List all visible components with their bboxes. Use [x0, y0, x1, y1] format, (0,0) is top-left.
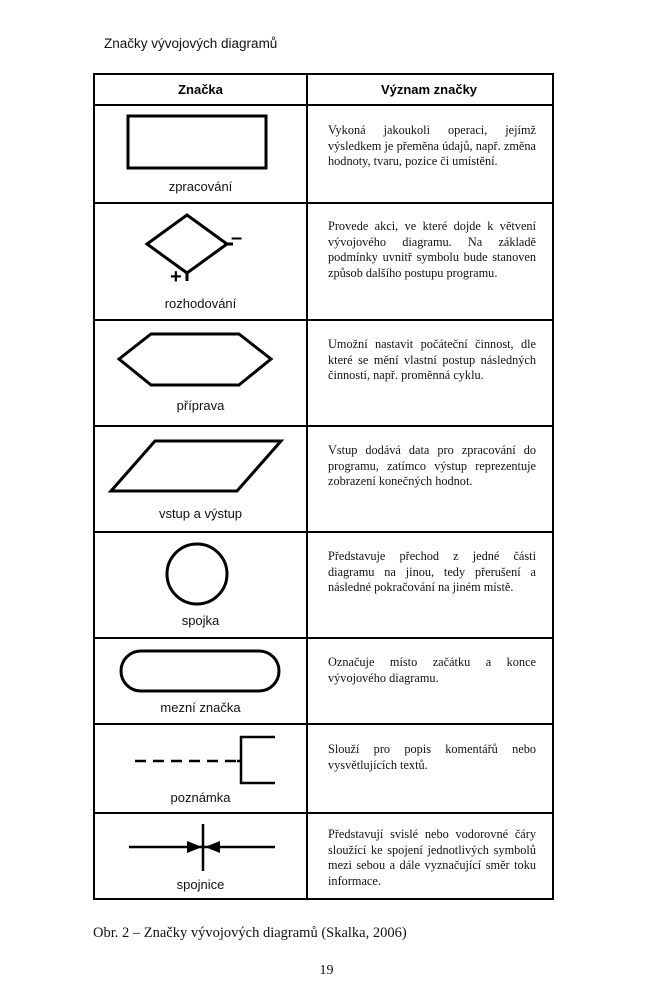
symbol-label: rozhodování — [164, 296, 237, 311]
flowline-symbol — [95, 821, 306, 873]
row-separator — [95, 425, 552, 427]
plus-sign: + — [170, 266, 182, 288]
symbol-label: příprava — [176, 398, 225, 413]
page-number: 19 — [319, 963, 334, 978]
symbol-meaning: Slouží pro popis komentářů nebo vysvětlujících textů. — [328, 742, 536, 772]
row-separator — [95, 723, 552, 725]
header-symbol: Značka — [178, 82, 223, 97]
preparation-symbol — [95, 331, 306, 391]
page-heading: Značky vývojových diagramů — [104, 36, 278, 51]
symbol-meaning: Představují svislé nebo vodorovné čáry sloužící ke spojení jednotlivých symbolů mezi sebou a dále vyznačující směr toku informace. — [328, 827, 536, 888]
process-symbol — [95, 113, 306, 173]
row-separator — [95, 202, 552, 204]
minus-sign: – — [231, 227, 243, 249]
symbol-meaning: Představuje přechod z jedné části diagramu na jinou, tedy přerušení a následné pokračování na jiném místě. — [328, 549, 536, 594]
terminator-symbol — [95, 648, 306, 698]
row-separator — [95, 319, 552, 321]
symbol-label: mezní značka — [160, 700, 241, 715]
row-separator — [95, 812, 552, 814]
row-separator — [95, 637, 552, 639]
symbol-meaning: Vykoná jakoukoli operaci, jejímž výsledkem je přeměna údajů, např. změna hodnoty, tvaru, pozice či umístění. — [328, 123, 536, 168]
symbol-label: poznámka — [170, 790, 231, 805]
symbol-label: vstup a výstup — [158, 506, 243, 521]
symbol-meaning: Vstup dodává data pro zpracování do programu, zatímco výstup reprezentuje zobrazení konečných hodnot. — [328, 443, 536, 488]
symbol-meaning: Provede akci, ve které dojde k větvení vývojového diagramu. Na základě podmínky uvnitř symbolu bude stanoven způsob dalšího postupu programu. — [328, 219, 536, 280]
symbol-label: spojnice — [176, 877, 225, 892]
header-meaning: Význam značky — [380, 82, 478, 97]
symbol-label: spojka — [181, 613, 220, 628]
decision-symbol — [95, 209, 306, 291]
row-separator — [95, 104, 552, 106]
row-separator — [95, 531, 552, 533]
figure-caption: Obr. 2 – Značky vývojových diagramů (Skalka, 2006) — [93, 925, 407, 941]
column-divider — [306, 75, 308, 898]
symbol-meaning: Označuje místo začátku a konce vývojového diagramu. — [328, 655, 536, 685]
input-output-symbol — [95, 437, 306, 497]
connector-symbol — [95, 541, 306, 611]
symbol-label: zpracování — [168, 179, 233, 194]
symbol-meaning: Umožní nastavit počáteční činnost, dle které se mění vlastní postup následných činností, např. proměnná cyklu. — [328, 337, 536, 382]
flowchart-symbols-table — [93, 73, 554, 900]
annotation-symbol — [95, 731, 306, 789]
